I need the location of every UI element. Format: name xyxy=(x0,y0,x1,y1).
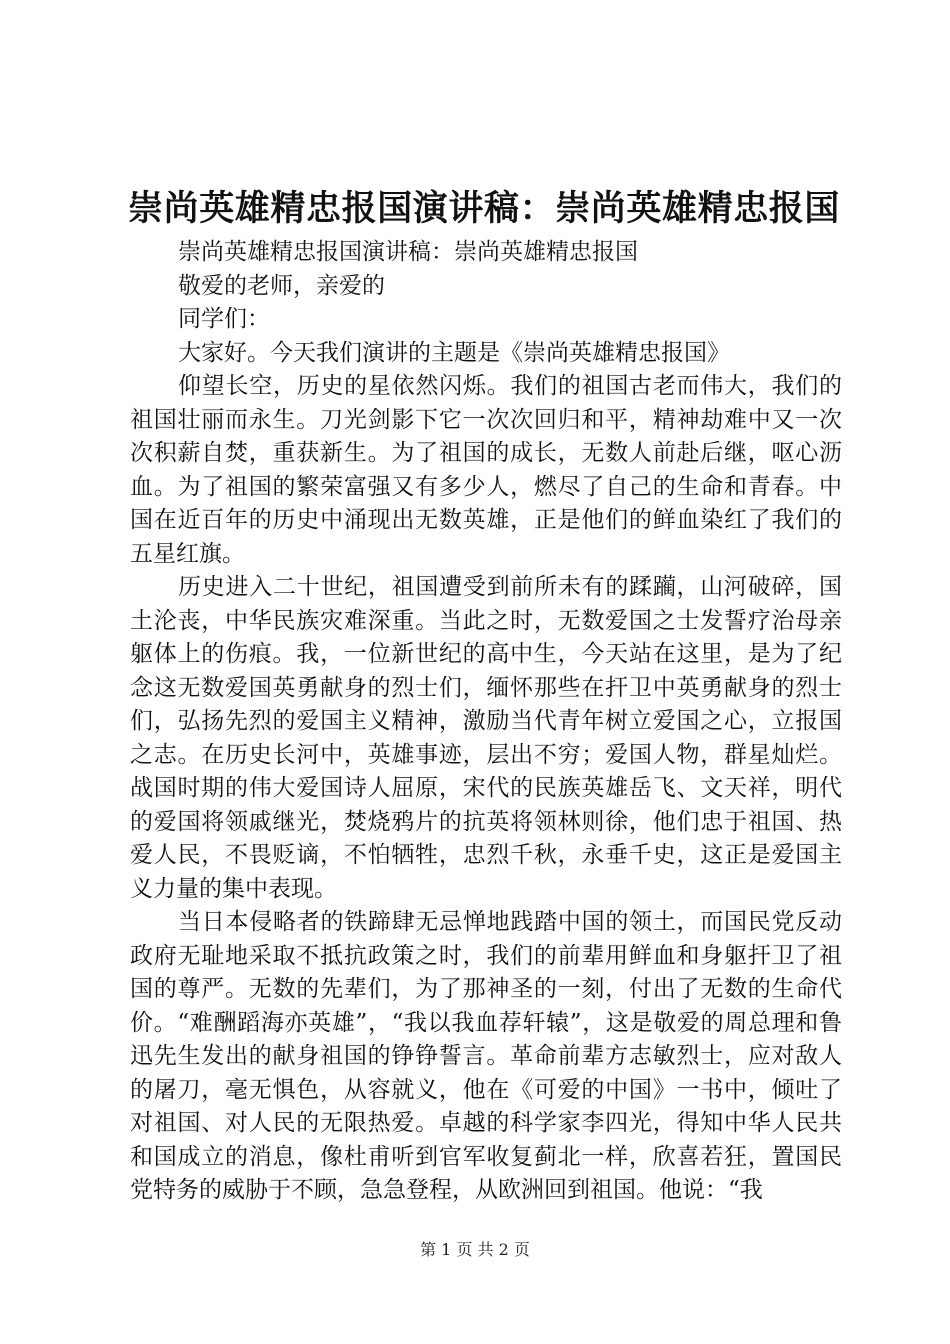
paragraph-greeting: 大家好。今天我们演讲的主题是《崇尚英雄精忠报国》 xyxy=(178,339,730,366)
paragraph-subtitle: 崇尚英雄精忠报国演讲稿：崇尚英雄精忠报国 xyxy=(178,239,638,265)
document-body xyxy=(130,236,842,1208)
paragraph-salutation-continued: 同学们： xyxy=(178,306,270,332)
paragraph-body: 当日本侵略者的铁蹄肆无忌惮地践踏中国的领土，而国民党反动政府无耻地采取不抵抗政策之时，我们的前辈用鲜血和身躯扞卫了祖国的尊严。无数的先辈们，为了那神圣的一刻，付出了无数的生命代价。“难酬蹈海亦英雄”，“我以我血荐轩辕”，这是敬爱的周总理和鲁迅先生发出的献身祖国的铮铮誓言。革命前辈方志敏烈士，应对敌人的屠刀，毫无惧色，从容就义，他在《可爱的中国》一书中，倾吐了对祖国、对人民的无限热爱。卓越的科学家李四光，得知中华人民共和国成立的消息，像杜甫听到官军收复蓟北一样，欣喜若狂，置国民党特务的威胁于不顾，急急登程，从欧洲回到祖国。他说：“我 xyxy=(130,909,842,1203)
page-number-footer: 第 1 页 共 2 页 xyxy=(420,1240,530,1259)
paragraph-salutation: 敬爱的老师，亲爱的 xyxy=(178,272,385,299)
document-title: 崇尚英雄精忠报国演讲稿：崇尚英雄精忠报国 xyxy=(128,188,841,229)
paragraph-body: 历史进入二十世纪，祖国遭受到前所未有的蹂躏，山河破碎，国土沦丧，中华民族灾难深重。当此之时，无数爱国之士发誓疗治母亲躯体上的伤痕。我，一位新世纪的高中生，今天站在这里，是为了纪念这无数爱国英勇献身的烈士们，缅怀那些在扞卫中英勇献身的烈士们，弘扬先烈的爱国主义精神，激励当代青年树立爱国之心，立报国之志。在历史长河中，英雄事迹，层出不穷；爱国人物，群星灿烂。战国时期的伟大爱国诗人屈原，宋代的民族英雄岳飞、文天祥，明代的爱国将领戚继光，焚烧鸦片的抗英将领林则徐，他们忠于祖国、热爱人民，不畏贬谪，不怕牺牲，忠烈千秋，永垂千史，这正是爱国主义力量的集中表现。 xyxy=(130,574,842,902)
paragraph-body: 仰望长空，历史的星依然闪烁。我们的祖国古老而伟大，我们的祖国壮丽而永生。刀光剑影下它一次次回归和平，精神劫难中又一次次积薪自焚，重获新生。为了祖国的成长，无数人前赴后继，呕心沥血。为了祖国的繁荣富强又有多少人，燃尽了自己的生命和青春。中国在近百年的历史中涌现出无数英雄，正是他们的鲜血染红了我们的五星红旗。 xyxy=(130,373,842,567)
